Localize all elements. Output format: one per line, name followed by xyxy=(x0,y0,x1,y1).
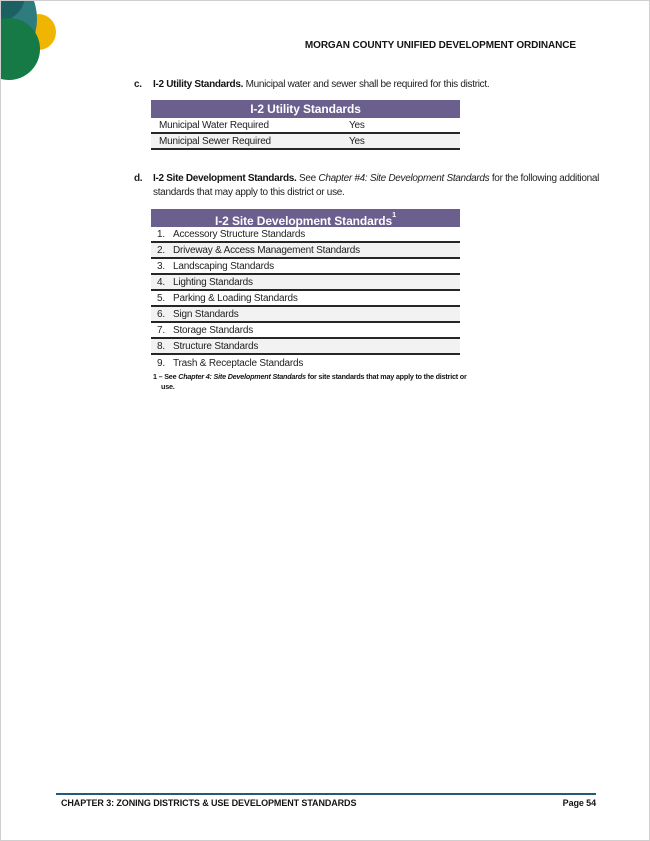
table-row xyxy=(151,227,460,243)
row-label: Accessory Structure Standards xyxy=(173,228,306,240)
footnote-line2: use. xyxy=(161,381,175,391)
section-d-marker: d. xyxy=(134,173,143,184)
footnote-rest: for site standards that may apply to the district or xyxy=(307,372,467,381)
row-number: 6. xyxy=(157,308,165,320)
section-d-paragraph xyxy=(134,172,639,199)
utility-table-title: I-2 Utility Standards xyxy=(151,100,460,118)
row-label: Lighting Standards xyxy=(173,276,253,288)
row-number: 2. xyxy=(157,244,165,256)
table-row xyxy=(151,323,460,339)
section-d-body-pre: See xyxy=(299,173,316,184)
row-label: Municipal Water Required xyxy=(159,119,269,131)
footnote-reference: Chapter 4: Site Development Standards xyxy=(178,372,306,381)
section-d-body-post: for the following additional standards that may apply to this district or use. xyxy=(153,173,600,198)
row-value: Yes xyxy=(349,135,365,147)
table-row xyxy=(151,339,460,355)
row-label: Parking & Loading Standards xyxy=(173,292,298,304)
row-number: 8. xyxy=(157,340,165,352)
page-footer xyxy=(56,798,596,808)
table-row xyxy=(151,275,460,291)
utility-standards-table xyxy=(151,100,460,150)
site-table-title-text: I-2 Site Development Standards xyxy=(215,214,393,228)
row-number: 5. xyxy=(157,292,165,304)
section-c-marker: c. xyxy=(134,79,142,90)
section-c-content xyxy=(153,78,634,92)
footer-chapter-label: CHAPTER 3: ZONING DISTRICTS & USE DEVELOPMENT STANDARDS xyxy=(61,798,357,808)
table-row xyxy=(151,307,460,323)
table-row xyxy=(151,355,460,371)
table-footnote xyxy=(153,372,583,391)
row-number: 3. xyxy=(157,260,165,272)
table-row xyxy=(151,259,460,275)
row-label: Sign Standards xyxy=(173,308,239,320)
row-label: Driveway & Access Management Standards xyxy=(173,244,360,256)
section-d-reference: Chapter #4: Site Development Standards xyxy=(318,173,490,184)
row-value: Yes xyxy=(349,119,365,131)
table-row xyxy=(151,118,460,134)
county-logo xyxy=(1,1,59,85)
site-table-title xyxy=(151,209,460,227)
site-standards-table xyxy=(151,209,460,371)
section-d-title: I-2 Site Development Standards. xyxy=(153,173,297,184)
footer-rule xyxy=(56,793,596,795)
row-label: Trash & Receptacle Standards xyxy=(173,357,304,369)
row-number: 4. xyxy=(157,276,165,288)
row-label: Municipal Sewer Required xyxy=(159,135,271,147)
header-title: MORGAN COUNTY UNIFIED DEVELOPMENT ORDINANCE xyxy=(304,40,576,51)
site-table-title-superscript: 1 xyxy=(392,210,396,220)
row-number: 7. xyxy=(157,324,165,336)
table-row xyxy=(151,243,460,259)
row-label: Storage Standards xyxy=(173,324,253,336)
row-label: Landscaping Standards xyxy=(173,260,274,272)
footer-page-number: Page 54 xyxy=(562,798,596,808)
row-label: Structure Standards xyxy=(173,340,259,352)
table-row xyxy=(151,291,460,307)
section-c-body: Municipal water and sewer shall be required for this district. xyxy=(245,79,490,90)
row-number: 9. xyxy=(157,357,165,369)
section-d-content xyxy=(153,172,639,199)
footnote-prefix: 1 – See xyxy=(153,372,177,381)
row-number: 1. xyxy=(157,228,165,240)
section-c-title: I-2 Utility Standards. xyxy=(153,79,244,90)
section-c-paragraph xyxy=(134,78,634,92)
table-row xyxy=(151,134,460,150)
